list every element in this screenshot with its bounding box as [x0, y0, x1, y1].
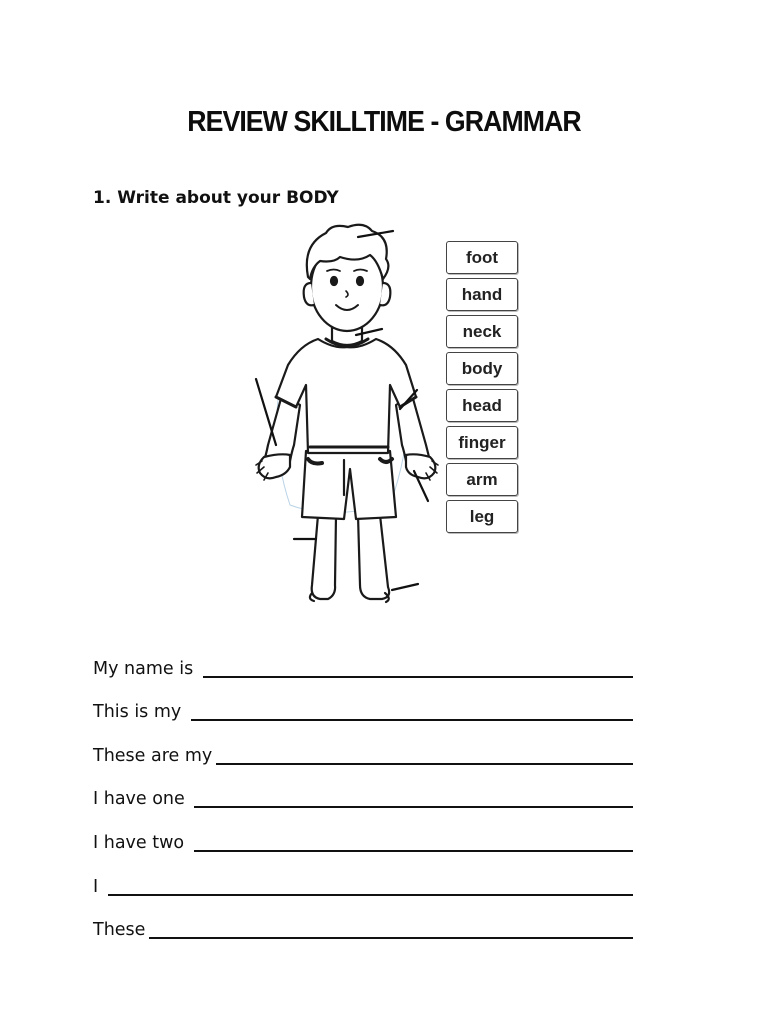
sentence-row	[93, 723, 633, 767]
word-label: hand	[461, 284, 503, 304]
word-bank	[446, 241, 518, 537]
sentence-prefix: I have one	[93, 789, 191, 810]
word-card-head	[446, 389, 518, 422]
sentence-prefix: My name is	[93, 658, 199, 679]
answer-blank-line[interactable]	[149, 917, 633, 939]
word-label: arm	[466, 469, 498, 489]
word-card-finger	[446, 426, 518, 459]
sentence-row	[93, 680, 633, 724]
worksheet-title: REVIEW SKILLTIME - GRAMMAR	[187, 106, 581, 138]
word-card-neck	[446, 315, 518, 348]
word-label: finger	[458, 432, 506, 452]
answer-blank-line[interactable]	[194, 786, 633, 808]
word-label: foot	[465, 247, 499, 267]
answer-blank-line[interactable]	[194, 830, 633, 852]
sentence-prefix: I have two	[93, 832, 190, 853]
word-label: head	[462, 395, 502, 415]
word-label: neck	[462, 321, 502, 341]
word-card-hand	[446, 278, 518, 311]
section-heading: 1. Write about your BODY	[93, 188, 339, 208]
sentence-row	[93, 767, 633, 811]
sentence-prefix: I	[93, 876, 104, 897]
boy-body-illustration	[240, 215, 450, 610]
sentence-list	[93, 636, 633, 941]
word-card-foot	[446, 241, 518, 274]
answer-blank-line[interactable]	[108, 874, 633, 896]
sentence-row	[93, 854, 633, 898]
answer-blank-line[interactable]	[216, 743, 633, 765]
answer-blank-line[interactable]	[203, 656, 633, 678]
sentence-row	[93, 898, 633, 942]
sentence-prefix: This is my	[93, 702, 187, 723]
word-label: body	[461, 358, 503, 378]
answer-blank-line[interactable]	[191, 699, 633, 721]
sentence-prefix: These	[93, 920, 146, 941]
word-card-arm	[446, 463, 518, 496]
word-card-leg	[446, 500, 518, 533]
word-label: leg	[469, 506, 495, 526]
word-card-body	[446, 352, 518, 385]
sentence-row	[93, 810, 633, 854]
sentence-row	[93, 636, 633, 680]
sentence-prefix: These are my	[93, 745, 213, 766]
